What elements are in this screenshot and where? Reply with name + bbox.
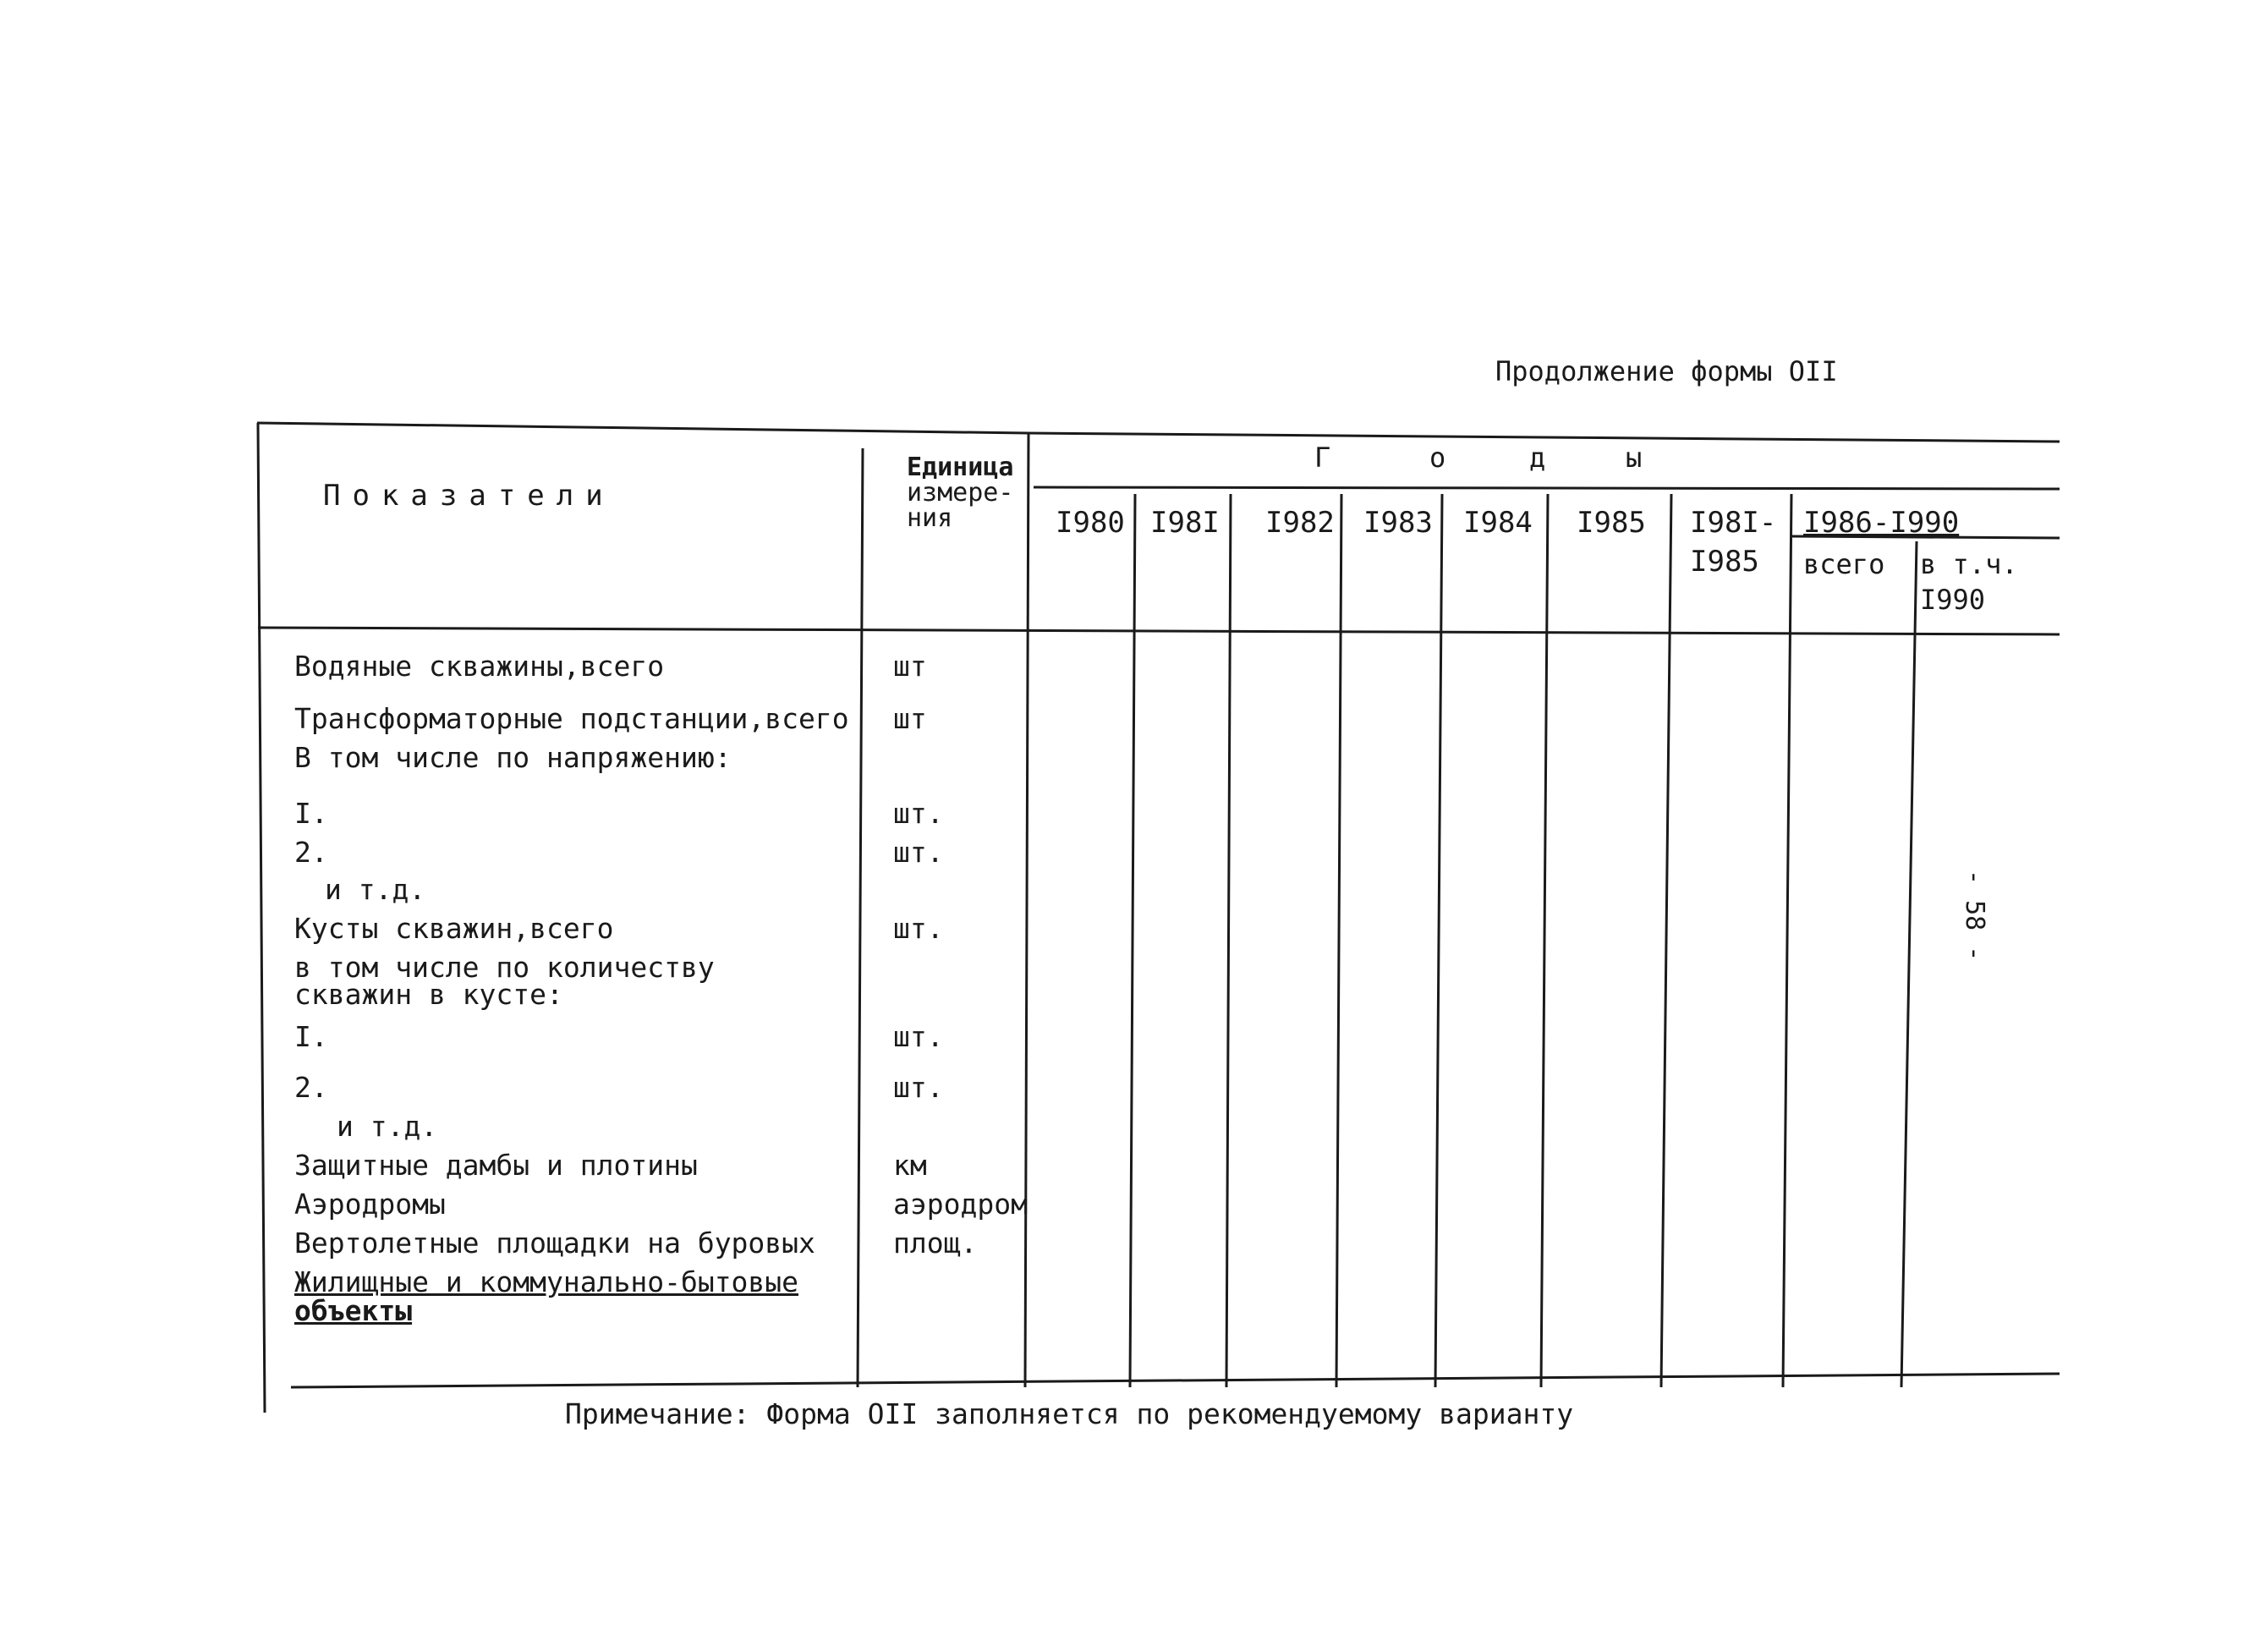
row-label: и т.д.: [325, 873, 426, 906]
row-label: В том числе по напряжению:: [294, 741, 732, 774]
year-1984: I984: [1463, 506, 1533, 540]
year-1982: I982: [1265, 506, 1335, 540]
row-unit: шт: [893, 650, 927, 683]
year-1983: I983: [1363, 506, 1433, 540]
row-label: Защитные дамбы и плотины: [294, 1149, 698, 1182]
row-label: в том числе по количеству: [294, 951, 715, 984]
footnote: Примечание: Форма OII заполняется по рекомендуемому варианту: [565, 1397, 1574, 1430]
row-label: 2.: [294, 1071, 328, 1104]
row-unit: шт.: [893, 1020, 944, 1053]
row-unit: шт.: [893, 1071, 944, 1104]
row-unit: шт: [893, 702, 927, 735]
page-number: - 58 -: [1960, 870, 1989, 962]
row-label: I.: [294, 1020, 328, 1053]
row-unit: шт.: [893, 797, 944, 830]
indicator-column-header: Показатели: [323, 479, 615, 513]
years-letter-2: о: [1429, 442, 1446, 474]
row-label: и т.д.: [337, 1110, 438, 1143]
row-label: скважин в кусте:: [294, 978, 563, 1011]
row-label: Трансформаторные подстанции,всего: [294, 702, 849, 735]
range-1986-1990-total: всего: [1803, 548, 1885, 580]
years-letter-1: Г: [1314, 442, 1331, 474]
year-1980: I980: [1056, 506, 1125, 540]
range-1981-1985-line-1: I98I-: [1690, 506, 1777, 540]
range-1981-1985-line-2: I985: [1690, 545, 1759, 579]
row-label: I.: [294, 797, 328, 830]
row-label: Вертолетные площадки на буровых: [294, 1227, 815, 1260]
row-label: объекты: [294, 1294, 413, 1327]
row-unit: шт.: [893, 836, 944, 869]
row-unit: площ.: [893, 1227, 978, 1260]
row-label: Аэродромы: [294, 1188, 446, 1221]
page-header-continuation: Продолжение формы OII: [1495, 355, 1838, 387]
range-1986-1990-incl-line-1: в т.ч.: [1920, 548, 2018, 580]
row-label: 2.: [294, 836, 328, 869]
unit-header-line-2: измере-: [907, 478, 1014, 508]
unit-header-line-3: ния: [907, 503, 953, 533]
unit-column-header: [907, 455, 1013, 531]
row-unit: аэродром: [893, 1188, 1028, 1221]
range-1986-1990-header: I986-I990: [1803, 506, 1960, 540]
years-letter-4: ы: [1626, 442, 1643, 474]
unit-header-line-1: Единица: [907, 453, 1014, 482]
row-label: Жилищные и коммунально-бытовые: [294, 1265, 799, 1298]
row-label: Водяные скважины,всего: [294, 650, 665, 683]
row-unit: шт.: [893, 912, 944, 945]
row-unit: км: [893, 1149, 927, 1182]
years-letter-3: д: [1529, 442, 1546, 474]
range-1986-1990-incl-line-2: I990: [1920, 584, 1986, 616]
year-1985: I985: [1577, 506, 1646, 540]
row-label: Кусты скважин,всего: [294, 912, 614, 945]
year-1981: I98I: [1150, 506, 1220, 540]
